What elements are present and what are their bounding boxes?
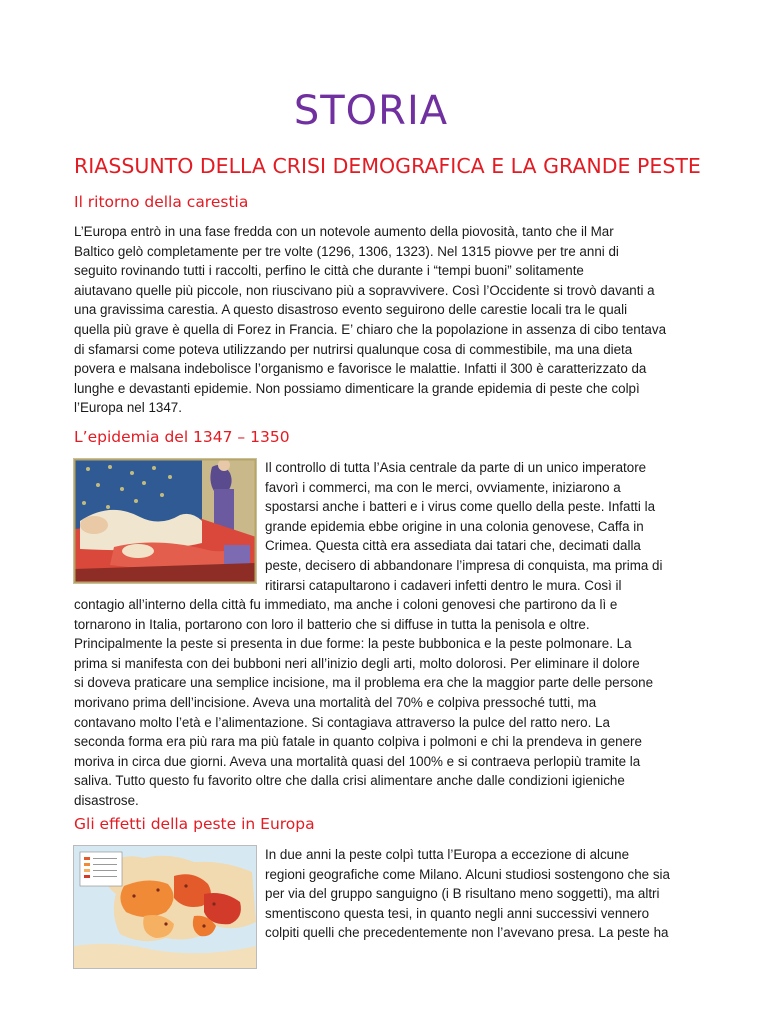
text-line: colpiti quelli che precedentemente non l’avevano presa. La peste ha (265, 925, 669, 941)
text-line: lunghe e devastanti epidemie. Non possiamo dimenticare la grande epidemia di peste che colpì (74, 380, 640, 396)
section-heading-effects: Gli effetti della peste in Europa (74, 815, 315, 833)
text-line: spostarsi anche i batteri e i virus come quello della peste. Infatti la (265, 499, 656, 515)
text-line: quella più grave è quella di Forez in Francia. E’ chiaro che la popolazione in assenza di cibo tentava (74, 321, 667, 337)
plague-illustration-image (73, 458, 257, 584)
europe-map-drawing (74, 846, 256, 968)
text-line: una gravissima carestia. A questo disastroso evento seguirono delle carestie locali tra le quali (74, 302, 628, 318)
text-line: contagio all’interno della città fu immediato, ma anche i coloni genovesi che partirono da lì e (74, 597, 618, 612)
text-line: disastrose. (74, 792, 139, 808)
text-line: moriva in circa due giorni. Aveva una mortalità quasi del 100% e si contraeva perlopiù tramite la (74, 753, 641, 769)
section-text-epidemic-full (74, 595, 653, 811)
text-line: ritirarsi catapultarono i cadaveri infetti dentro le mura. Così il (265, 577, 622, 593)
text-line: contavano molto l’età e l’alimentazione. Si contagiava attraverso la pulce del ratto nero. La (74, 714, 610, 730)
document-subtitle: RIASSUNTO DELLA CRISI DEMOGRAFICA E LA GRANDE PESTE (74, 154, 701, 178)
text-line: smentiscono questa tesi, in quanto negli anni successivi vennero (265, 905, 650, 921)
plague-spread-map-image (73, 845, 257, 969)
text-line: si doveva praticare una semplice incisione, ma il problema era che la maggior parte delle persone (74, 675, 654, 691)
text-line: per via del gruppo sanguigno (i B risultano meno soggetti), ma altri (265, 886, 660, 902)
plague-miniature-drawing (74, 459, 256, 583)
page-title: STORIA (293, 88, 449, 134)
text-line: di sfamarsi come poteva utilizzando per nutrirsi qualunque cosa di commestibile, ma una dieta (74, 341, 633, 357)
section-text-epidemic-beside-image (265, 458, 662, 595)
text-line: Il controllo di tutta l’Asia centrale da parte di un unico imperatore (265, 460, 647, 475)
section-text-famine (74, 222, 666, 418)
text-line: Baltico gelò completamente per tre volte (1296, 1306, 1323). Nel 1315 piovve per tre anni di (74, 243, 619, 259)
text-line: In due anni la peste colpì tutta l’Europa a eccezione di alcune (265, 847, 630, 862)
text-line: morivano prima dell’incisione. Aveva una mortalità del 70% e colpiva pressoché tutti, ma (74, 694, 597, 710)
text-line: L’Europa entrò in una fase fredda con un notevole aumento della piovosità, tanto che il Mar (74, 224, 614, 239)
text-line: favorì i commerci, ma con le merci, ovviamente, iniziarono a (265, 479, 621, 495)
text-line: Crimea. Questa città era assediata dai tatari che, decimati dalla (265, 538, 641, 554)
text-line: grande epidemia ebbe origine in una colonia genovese, Caffa in (265, 518, 644, 534)
text-line: l’Europa nel 1347. (74, 400, 182, 416)
text-line: regioni geografiche come Milano. Alcuni studiosi sostengono che sia (265, 866, 670, 882)
text-line: povera e malsana indebolisce l’organismo e favorisce le malattie. Infatti il 300 è caratterizzato da (74, 361, 647, 377)
text-line: tornarono in Italia, portarono con loro il batterio che si diffuse in tutta la penisola e oltre. (74, 616, 590, 632)
text-line: seconda forma era più rara ma più fatale in quanto colpiva i polmoni e chi la prendeva in genere (74, 734, 642, 750)
text-line: saliva. Tutto questo fu favorito oltre che dalla crisi alimentare anche dalle condizioni igieniche (74, 773, 625, 789)
text-line: peste, decisero di abbandonare l’impresa di conquista, ma prima di (265, 557, 663, 573)
text-line: prima si manifesta con dei bubboni neri all’inizio degli arti, molto dolorosi. Per eliminare il dolore (74, 655, 640, 671)
text-line: Principalmente la peste si presenta in due forme: la peste bubbonica e la peste polmonare. La (74, 636, 632, 652)
text-line: seguito rovinando tutti i raccolti, perfino le città che durante i “tempi buoni” solitamente (74, 263, 584, 279)
section-heading-epidemic: L’epidemia del 1347 – 1350 (74, 428, 290, 446)
section-text-effects-beside-image (265, 845, 670, 943)
section-heading-famine: Il ritorno della carestia (74, 193, 249, 211)
text-line: aiutavano quelle più piccole, non riuscivano più a sopravvivere. Così l’Occidente si trovò davanti a (74, 282, 655, 298)
